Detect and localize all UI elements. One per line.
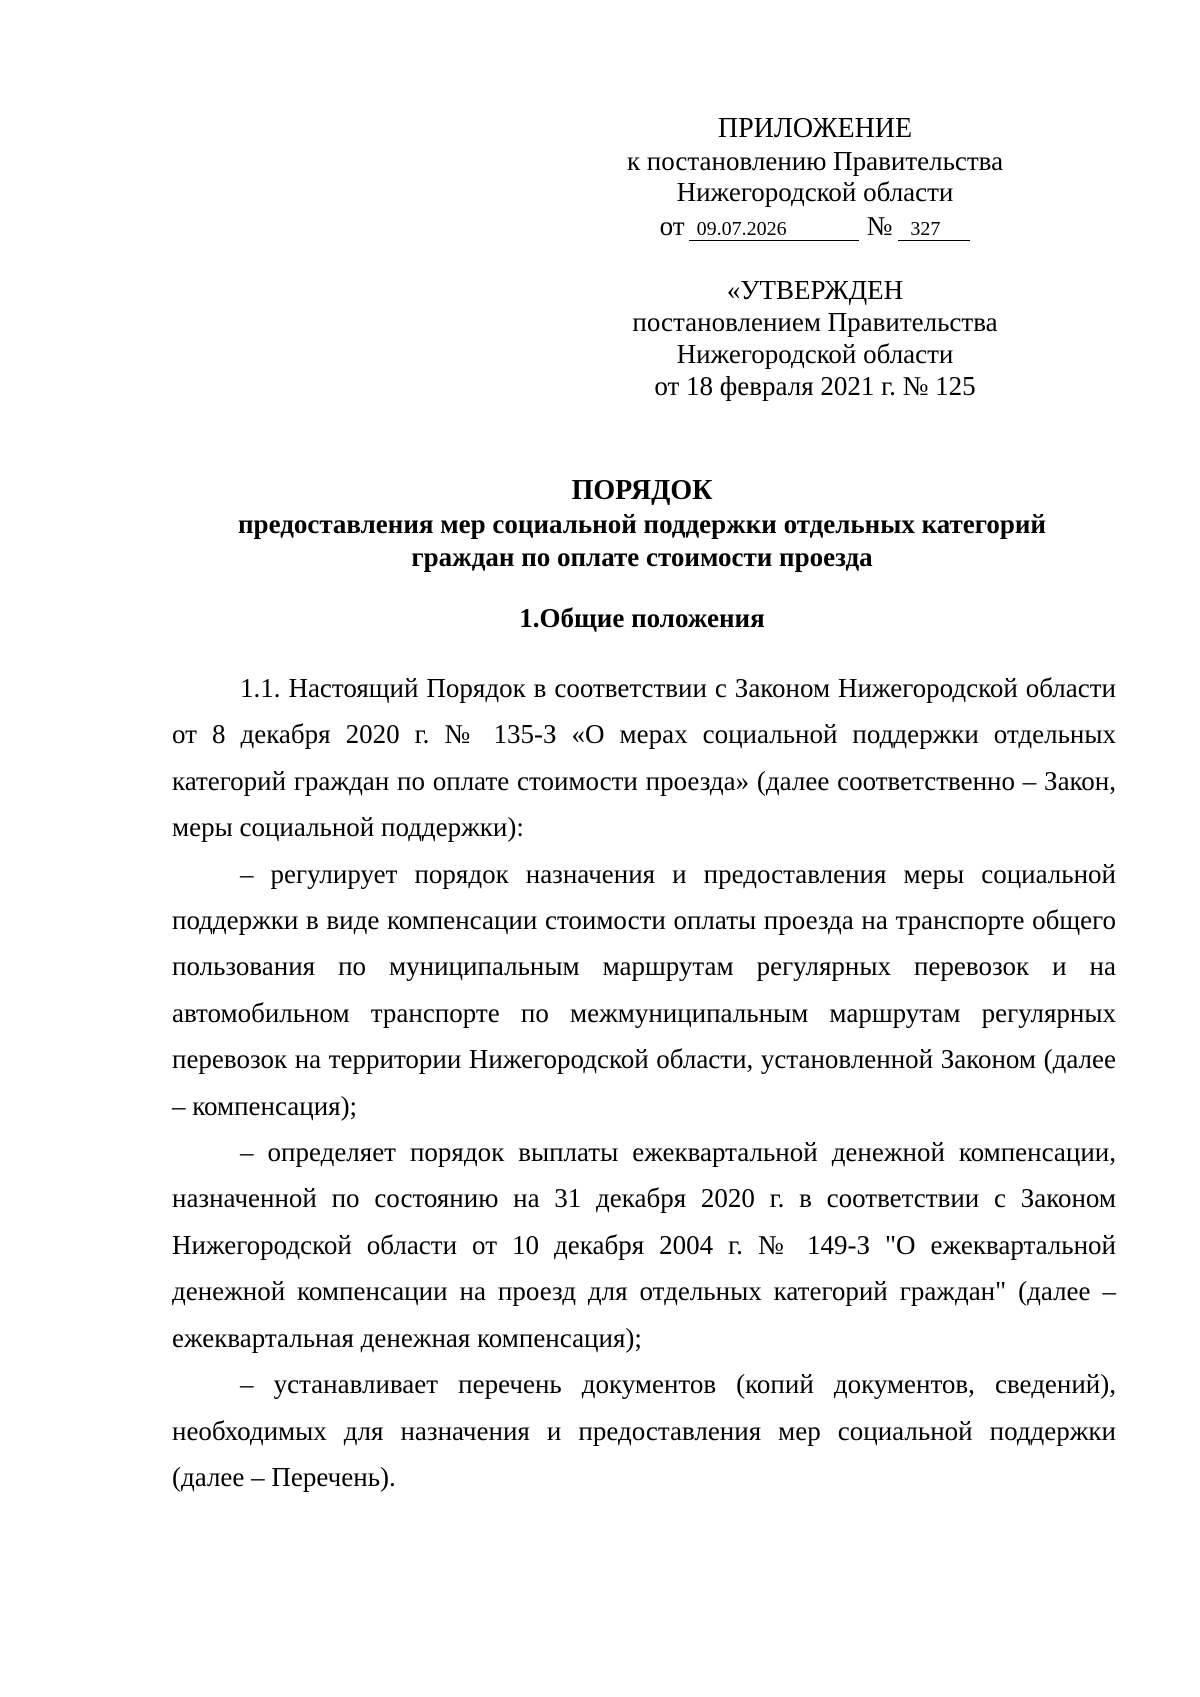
- approved-line-1: «УТВЕРЖДЕН: [726, 275, 904, 305]
- approved-line-3: Нижегородской области: [676, 339, 954, 369]
- appendix-heading: ПРИЛОЖЕНИЕ: [717, 113, 913, 144]
- appendix-block: [580, 113, 1050, 242]
- paragraph-1-1: 1.1. Настоящий Порядок в соответствии с Законом Нижегородской области от 8 декабря 2020 г. № 135-З «О мерах социальной поддержки отдельных категорий граждан по оплате стоимости проезда» (далее соответственно – Закон, меры социальной поддержки):: [172, 673, 1116, 843]
- title-main: ПОРЯДОК: [571, 475, 713, 506]
- approved-line-4: от 18 февраля 2021 г. № 125: [654, 371, 976, 401]
- document-title: [160, 474, 1124, 574]
- approved-block: [580, 274, 1050, 402]
- paragraph-regulates: – регулирует порядок назначения и предоставления меры социальной поддержки в виде компенсации стоимости оплаты проезда на транспорте общего пользования по муниципальным маршрутам регулярных перевозок и на автомобильном транспорте по межмуниципальным маршрутам регулярных перевозок на территории Нижегородской области, установленной Законом (далее – компенсация);: [172, 858, 1116, 1121]
- section-body: [172, 665, 1116, 1500]
- appendix-line-2: Нижегородской области: [676, 177, 954, 207]
- approved-line-2: постановлением Правительства: [632, 307, 998, 337]
- appendix-date-line: [580, 211, 1050, 242]
- title-line-1: предоставления мер социальной поддержки отдельных категорий: [238, 509, 1046, 539]
- title-line-2: граждан по оплате стоимости проезда: [411, 542, 873, 572]
- paragraph-establishes: – устанавливает перечень документов (копий документов, сведений), необходимых для назначения и предоставления мер социальной поддержки (далее – Перечень).: [172, 1369, 1116, 1492]
- paragraph-determines: – определяет порядок выплаты ежеквартальной денежной компенсации, назначенной по состоянию на 31 декабря 2020 г. в соответствии с Законом Нижегородской области от 10 декабря 2004 г. № 149-З "О ежеквартальной денежной компенсации на проезд для отдельных категорий граждан" (далее – ежеквартальная денежная компенсация);: [172, 1137, 1116, 1353]
- decree-date: 09.07.2026: [689, 218, 859, 241]
- section-heading: 1.Общие положения: [519, 603, 765, 633]
- date-prefix: от: [659, 211, 685, 241]
- decree-number: 327: [898, 218, 970, 241]
- appendix-line-1: к постановлению Правительства: [626, 146, 1004, 176]
- number-sign: №: [866, 211, 893, 241]
